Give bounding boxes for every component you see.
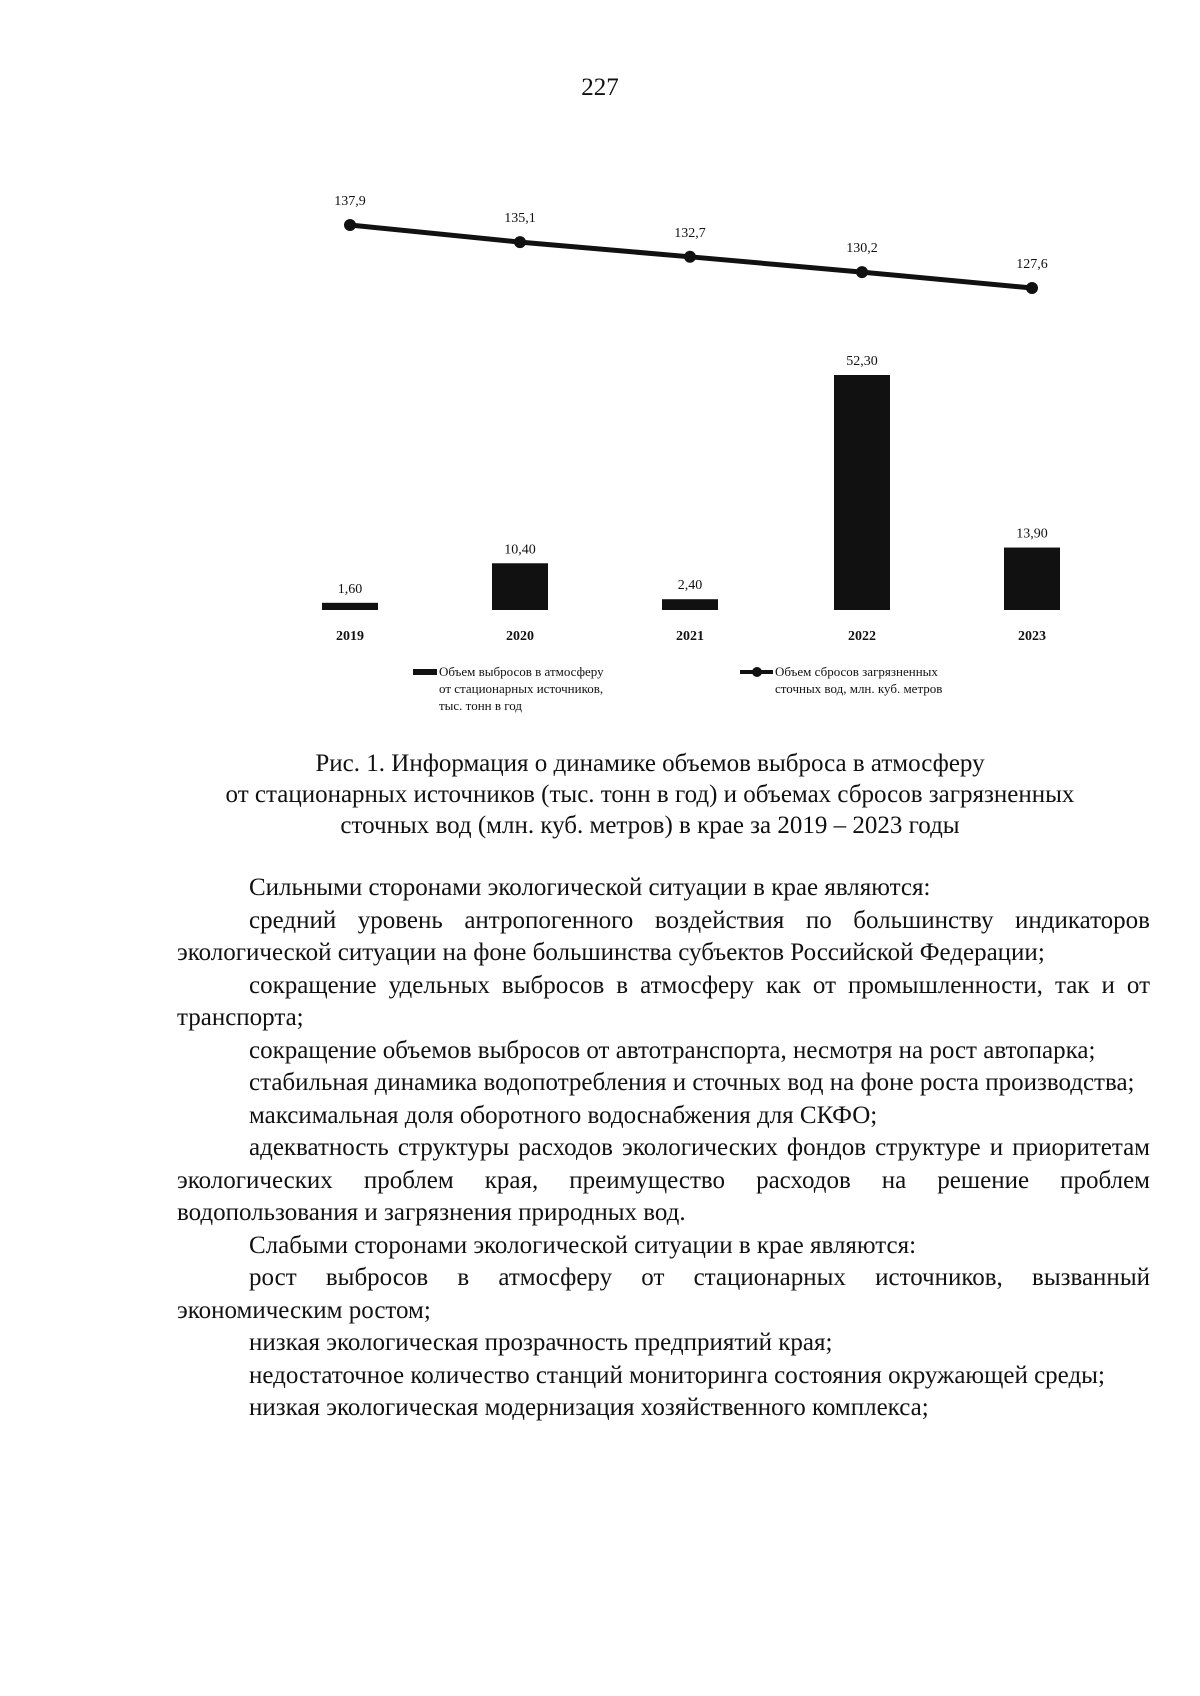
chart-legend [413,664,942,713]
bar-label-2019: 1,60 [337,581,363,597]
paragraph: стабильная динамика водопотребления и сточных вод на фоне роста производства; [249,1069,1135,1096]
page-number: 227 [581,74,619,101]
line-label-2019: 137,9 [334,194,366,209]
paragraph: рост выбросов в атмосферу от стационарных источников, вызванный экономическим ростом; [177,1264,1150,1324]
bar-2021 [662,599,718,610]
x-tick-2023: 2023 [1018,629,1046,644]
paragraph: недостаточное количество станций мониторинга состояния окружающей среды; [249,1361,1105,1389]
line-label-2023: 127,6 [1016,257,1048,272]
paragraph: Сильными сторонами экологической ситуации в крае являются: [249,874,931,901]
x-tick-2022: 2022 [848,629,876,644]
bar-label-2022: 52,30 [846,354,878,369]
line-series [334,194,1048,294]
legend-bar-swatch [413,669,437,675]
line-point-2021 [684,251,696,263]
bar-2023 [1004,548,1060,610]
combo-chart [0,0,1200,740]
paragraph: максимальная доля оборотного водоснабжения для СКФО; [249,1101,878,1129]
legend-bar-line-2: от стационарных источников, [439,681,604,696]
line-label-2020: 135,1 [504,211,536,227]
line-label-2022: 130,2 [846,241,878,257]
x-tick-2019: 2019 [336,629,364,644]
paragraph: адекватность структуры расходов экологических фондов структуре и приоритетам экологических проблем края, преимущество расходов на решение проблем водопользования и загрязнения природных вод. [177,1134,1150,1226]
bar-label-2023: 13,90 [1016,526,1048,542]
bar-2019 [322,603,378,610]
line-point-2020 [514,236,526,248]
line-point-2022 [856,266,868,278]
legend-line-line-1: Объем сбросов загрязненных [775,664,938,679]
legend-bar-line-3: тыс. тонн в год [439,698,522,713]
line-point-2019 [344,219,356,231]
legend-line-marker [752,667,762,677]
paragraph: Слабыми сторонами экологической ситуации в крае являются: [249,1231,917,1259]
caption-line-2: от стационарных источников (тыс. тонн в год) и объемах сбросов загрязненных [225,781,1075,808]
bar-2020 [492,563,548,610]
line-point-2023 [1026,282,1038,294]
paragraph: сокращение объемов выбросов от автотранспорта, несмотря на рост автопарка; [249,1036,1096,1064]
legend-line-line-2: сточных вод, млн. куб. метров [775,681,943,696]
paragraph: низкая экологическая модернизация хозяйственного комплекса; [249,1394,929,1421]
x-tick-2021: 2021 [676,629,704,644]
bar-label-2021: 2,40 [677,578,703,594]
legend-bar-line-1: Объем выбросов в атмосферу [439,664,604,679]
caption-line-1: Рис. 1. Информация о динамике объемов выброса в атмосферу [315,750,985,777]
figure-caption [150,748,1150,841]
paragraph: сокращение удельных выбросов в атмосферу как от промышленности, так и от транспорта; [177,971,1150,1031]
x-axis-ticks [336,629,1046,644]
x-tick-2020: 2020 [506,629,534,644]
paragraph: низкая экологическая прозрачность предприятий края; [249,1329,833,1356]
bar-2022 [834,375,890,610]
bar-label-2020: 10,40 [504,542,536,558]
caption-line-3: сточных вод (млн. куб. метров) в крае за 2019 – 2023 годы [340,812,960,839]
line-label-2021: 132,7 [674,225,706,241]
paragraph: средний уровень антропогенного воздействия по большинству индикаторов экологической ситуации на фоне большинства субъектов Российской Федерации; [177,906,1150,966]
body-text [177,872,1150,1425]
bar-series [322,354,1060,610]
